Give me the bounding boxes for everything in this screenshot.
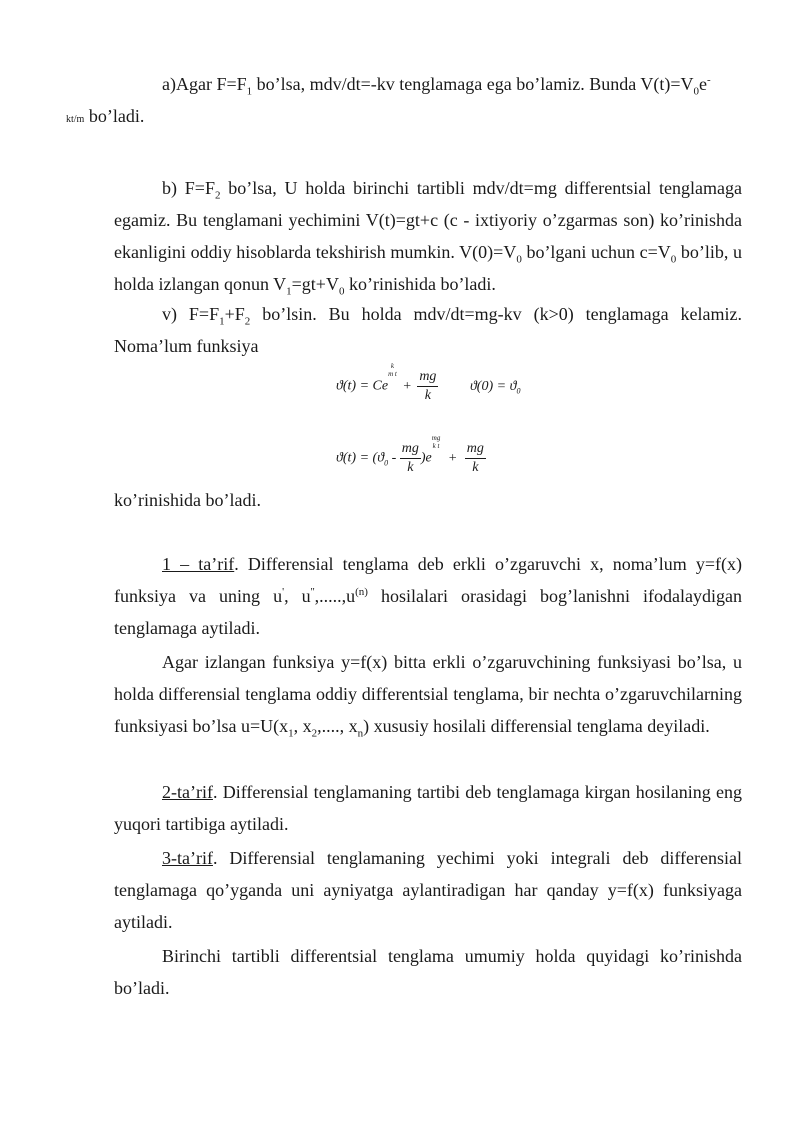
- definition-heading: 3-ta’rif: [162, 848, 213, 868]
- exponent: k m t: [388, 362, 397, 378]
- exponent: mg k t: [431, 434, 441, 450]
- fraction-mg-over-k: $\frac{mg}{k}$: [466, 441, 484, 475]
- paragraph-result: ko’rinishida bo’ladi.: [114, 490, 261, 510]
- definition-3: 3-ta’rif. Differensial tenglamaning yechimi yoki integrali deb differensial tenglamaga qo’yganda uni ayniyatga aylantiradigan har qanday y=f(x) funksiyaga aytiladi.: [114, 848, 742, 932]
- definition-1: 1 – ta’rif. Differensial tenglama deb erkli o’zgaruvchi x, noma’lum y=f(x) funksiya va uning u', $u'',.....,u^{(n)}$ hosilalari orasidagi bog’lanishni ifodalaydigan tenglamaga aytiladi.: [114, 554, 743, 638]
- definition-heading: 1 – ta’rif: [162, 554, 235, 574]
- equation-velocity-general: ϑ(t) = Ce k m t + $\frac{mg}{k}$ $ϑ(0) = ϑ_0$: [336, 362, 521, 403]
- fraction-mg-over-k: $\frac{mg}{k}$: [401, 441, 419, 475]
- definition-heading: 2-ta’rif: [162, 782, 213, 802]
- paragraph-case-b: b) $F=F_2$ bo’lsa, U holda birinchi tartibli mdv/dt=mg differentsial tenglamaga egamiz. Bu tenglamani yechimini V(t)=gt+c (c - ixtiyoriy o’zgarmas son) ko’rinishda ekanligini oddiy hisoblarda tekshirish mumkin. $V(0)=V_0$ bo’lgani uchun $c=V_0$ bo’lib, u holda izlangan qonun $V_1=gt+V_0$ ko’rinishida bo’ladi.: [114, 178, 743, 298]
- paragraph-case-v: v) $F=F_1+F_2$ bo’lsin. Bu holda mdv/dt=mg-kv (k>0) tenglamaga kelamiz. Noma’lum funksiya: [114, 304, 743, 356]
- equation-velocity-solution: $ϑ(t) = (ϑ_0$ - $\frac{mg}{k}$ )e mg k t + $\frac{mg}{k}$: [336, 434, 484, 475]
- paragraph-case-a: a)Agar $F=F_1$ bo’lsa, mdv/dt=-kv tenglamaga ega bo’lamiz. Bunda $V(t)=V_0e^-$ kt/m bo’ladi.: [66, 74, 711, 126]
- paragraph-ode-vs-pde: Agar izlangan funksiya y=f(x) bitta erkli o’zgaruvchining funksiyasi bo’lsa, u holda differensial tenglama oddiy differentsial tenglama, bir nechta o’zgaruvchilarning funksiyasi bo’lsa $u=U(x_1$, $x_2$,...., $x_n$) xususiy hosilali differensial tenglama deyiladi.: [114, 652, 742, 740]
- definition-2: 2-ta’rif. Differensial tenglamaning tartibi deb tenglamaga kirgan hosilaning eng yuqori tartibiga aytiladi.: [114, 782, 742, 834]
- paragraph-first-order: Birinchi tartibli differentsial tenglama umumiy holda quyidagi ko’rinishda bo’ladi.: [114, 946, 742, 998]
- fraction-mg-over-k: $\frac{mg}{k}$: [419, 369, 437, 403]
